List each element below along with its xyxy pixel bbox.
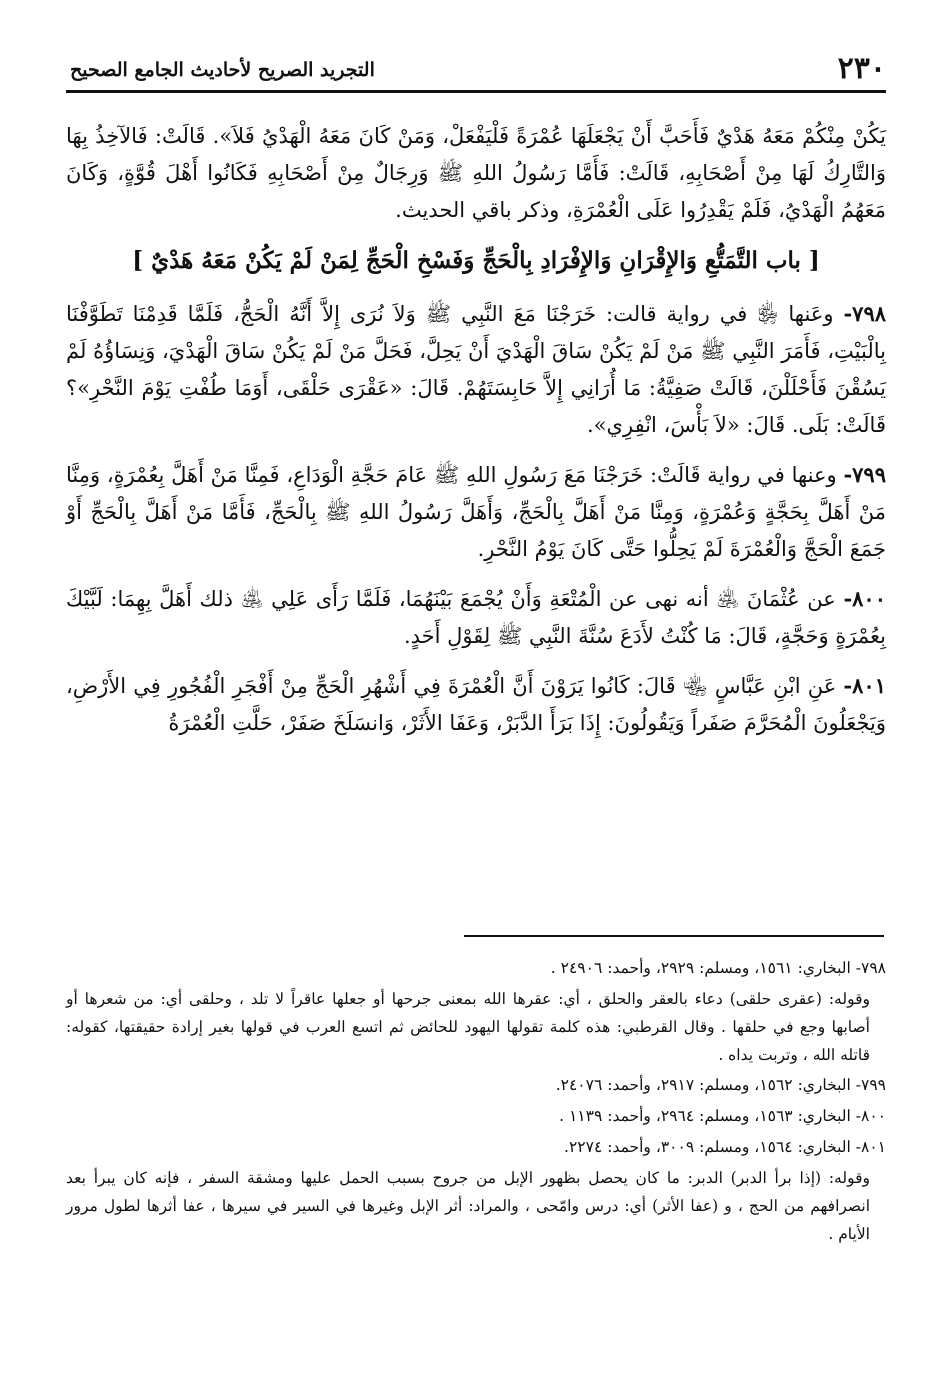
hadith-text: وعَنها ﵂ في رواية قالت: خَرَجْنَا مَعَ النَّبِي ﷺ وَلاَ نُرَى إِلاَّ أَنَّهُ الْحَجُّ، فَلَمَّا قَدِمْنَا تَطَوَّفْنَا بِالْبَيْتِ، فَأَمَرَ النَّبِي ﷺ مَنْ لَمْ يَكُنْ سَاقَ الْهَدْيَ أَنْ يَحِلَّ، فَحَلَّ مَنْ لَمْ يَكُنْ سَاقَ الْهَدْيَ، وَنِسَاؤُهُ لَمْ يَسُقْنَ فَأَحْلَلْنَ، قَالَتْ صَفِيَّةُ: مَا أُرَانِي إِلاَّ حَابِسَتَهُمْ. قَالَ: «عَقْرَى حَلْقَى، أَوَمَا طُفْتِ يَوْمَ النَّحْرِ»؟ قَالَتْ: بَلَى. قَالَ: «لاَ بَأْسَ، انْفِرِي». (66, 302, 886, 437)
running-title: التجريد الصريح لأحاديث الجامع الصحيح (70, 59, 375, 81)
intro-paragraph: يَكُنْ مِنْكُمْ مَعَهُ هَدْيٌ فَأَحَبَّ أَنْ يَجْعَلَهَا عُمْرَةً فَلْيَفْعَلْ، وَمَنْ كَانَ مَعَهُ الْهَدْيُ فَلاَ». قَالَتْ: فَالآخِذُ بِهَا وَالتَّارِكُ لَهَا مِنْ أَصْحَابِهِ، قَالَتْ: فَأَمَّا رَسُولُ اللهِ ﷺ وَرِجَالٌ مِنْ أَصْحَابِهِ فَكَانُوا أَهْلَ قُوَّةٍ، وَكَانَ مَعَهُمُ الْهَدْيُ، فَلَمْ يَقْدِرُوا عَلَى الْعُمْرَةِ، وذكر باقي الحديث. (66, 124, 886, 222)
hadith-799 (66, 456, 886, 568)
footnotes (66, 952, 886, 1248)
hadith-text: عن عُثْمَانَ ﵁ أنه نهى عن الْمُتْعَةِ وَأَنْ يُجْمَعَ بَيْنَهُمَا، فَلَمَّا رَأَى عَلِي ﵁ ذلك أَهَلَّ بِهِمَا: لَبَّيْكَ بِعُمْرَةٍ وَحَجَّةٍ، قَالَ: مَا كُنْتُ لأَدَعَ سُنَّةَ النَّبِي ﷺ لِقَوْلِ أَحَدٍ. (66, 587, 886, 648)
hadith-number: ٨٠١- (843, 673, 886, 698)
footnote-ref-799: ٧٩٩- البخاري: ١٥٦٢، ومسلم: ٢٩١٧، وأحمد: ٢٤٠٧٦. (555, 1076, 886, 1094)
footnote-ref-801: ٨٠١- البخاري: ١٥٦٤، ومسلم: ٣٠٠٩، وأحمد: ٢٢٧٤. (564, 1138, 886, 1156)
footnote-note: وقوله: (إذا برأ الدبر) الدبر: ما كان يحصل بظهور الإبل من جروح بسبب الحمل عليها ومشقة السفر ، فإنه كان يبرأ بعد انصرافهم من الحج ، و (عفا الأثر) أي: درس وامّحى ، والمراد: أثر الإبل وغيرها في السير في سيرها ، عفا أثرها لطول مرور الأيام . (66, 1169, 870, 1243)
footnote-ref-798: ٧٩٨- البخاري: ١٥٦١، ومسلم: ٢٩٢٩، وأحمد: ٢٤٩٠٦ . (550, 959, 886, 977)
hadith-text: وعنها في رواية قَالَتْ: خَرَجْنَا مَعَ رَسُولِ اللهِ ﷺ عَامَ حَجَّةِ الْوَدَاعِ، فَمِنَّا مَنْ أَهَلَّ بِعُمْرَةٍ، وَمِنَّا مَنْ أَهَلَّ بِحَجَّةٍ وَعُمْرَةٍ، وَمِنَّا مَنْ أَهَلَّ بِالْحَجِّ، وَأَهَلَّ رَسُولُ اللهِ ﷺ بِالْحَجِّ، فَأَمَّا مَنْ أَهَلَّ بِالْحَجِّ أَوْ جَمَعَ الْحَجَّ وَالْعُمْرَةَ لَمْ يَحِلُّوا حَتَّى كَانَ يَوْمُ النَّحْرِ. (66, 463, 886, 561)
page-header (66, 50, 886, 93)
hadith-number: ٧٩٨- (843, 301, 887, 326)
hadith-798 (66, 295, 886, 444)
hadith-number: ٧٩٩- (843, 462, 886, 487)
page-number: ٢٣٠ (837, 51, 886, 86)
hadith-text: عَنِ ابْنِ عَبَّاسٍ ﵄ قَالَ: كَانُوا يَرَوْنَ أَنَّ الْعُمْرَةَ فِي أَشْهُرِ الْحَجِّ مِنْ أَفْجَرِ الْفُجُورِ فِي الأَرْضِ، وَيَجْعَلُونَ الْمُحَرَّمَ صَفَراً وَيَقُولُونَ: إِذَا بَرَأَ الدَّبَرْ، وَعَفَا الأَثَرْ، وَانسَلَخَ صَفَرْ، حَلَّتِ الْعُمْرَةُ (66, 674, 886, 735)
footnote-note: وقوله: (عقرى حلقى) دعاء بالعقر والحلق ، أي: عقرها الله بمعنى جرحها أو جعلها عاقراً لا تلد ، وحلقى أي: من شعرها أو أصابها وجع في حلقها . وقال القرطبي: هذه كلمة تقولها اليهود للحائض ثم اتسع العرب في قولها بغير إرادة حقيقتها، كقوله: قاتله الله ، وتربت يداه . (66, 990, 870, 1064)
chapter-title: [ باب التَّمَتُّعِ وَالإِقْرَانِ وَالإِفْرَادِ بِالْحَجِّ وَفَسْخِ الْحَجِّ لِمَنْ لَمْ يَكُنْ مَعَهُ هَدْيٌ ] (132, 247, 820, 274)
footnote-divider (464, 935, 884, 937)
hadith-801 (66, 667, 886, 742)
main-text (66, 118, 886, 754)
hadith-800 (66, 580, 886, 655)
footnote-ref-800: ٨٠٠- البخاري: ١٥٦٣، ومسلم: ٢٩٦٤، وأحمد: ١١٣٩ . (559, 1107, 886, 1125)
hadith-number: ٨٠٠- (843, 586, 886, 611)
